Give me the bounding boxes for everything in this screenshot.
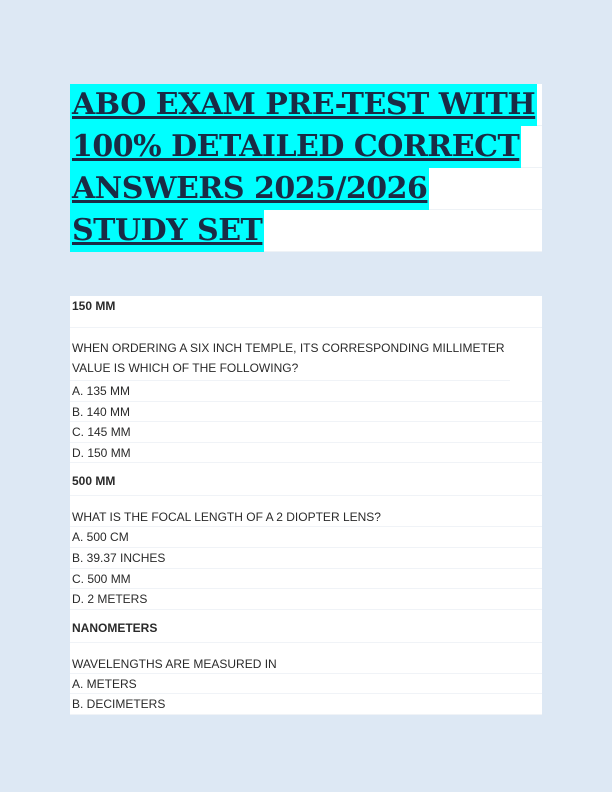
option-item: C. 145 MM	[70, 422, 542, 443]
title-line	[70, 84, 542, 126]
option-item: B. 140 MM	[70, 402, 542, 423]
title-line-text: STUDY SET	[70, 210, 264, 252]
option-item: A. 500 CM	[70, 527, 542, 548]
option-item: B. DECIMETERS	[70, 694, 542, 715]
title-line	[70, 210, 542, 252]
question-list	[70, 296, 542, 715]
option-item: D. 2 METERS	[70, 589, 542, 610]
option-item: B. 39.37 INCHES	[70, 548, 542, 569]
answer-heading: 500 MM	[70, 463, 542, 496]
question-text: WAVELENGTHS ARE MEASURED IN	[70, 643, 542, 674]
answer-heading: 150 MM	[70, 296, 542, 328]
document-title	[70, 84, 542, 252]
title-line	[70, 168, 542, 210]
title-line	[70, 126, 542, 168]
question-text: WHEN ORDERING A SIX INCH TEMPLE, ITS CORRESPONDING MILLIMETER VALUE IS WHICH OF THE FOLLOWING?	[70, 328, 510, 381]
title-line-text: 100% DETAILED CORRECT	[70, 126, 521, 168]
question-text: WHAT IS THE FOCAL LENGTH OF A 2 DIOPTER LENS?	[70, 496, 542, 527]
option-item: A. 135 MM	[70, 381, 542, 402]
title-line-text: ABO EXAM PRE-TEST WITH	[70, 84, 537, 126]
answer-heading: NANOMETERS	[70, 610, 542, 643]
title-line-text: ANSWERS 2025/2026	[70, 168, 429, 210]
option-item: A. METERS	[70, 674, 542, 695]
option-item: C. 500 MM	[70, 569, 542, 590]
option-item: D. 150 MM	[70, 443, 542, 464]
